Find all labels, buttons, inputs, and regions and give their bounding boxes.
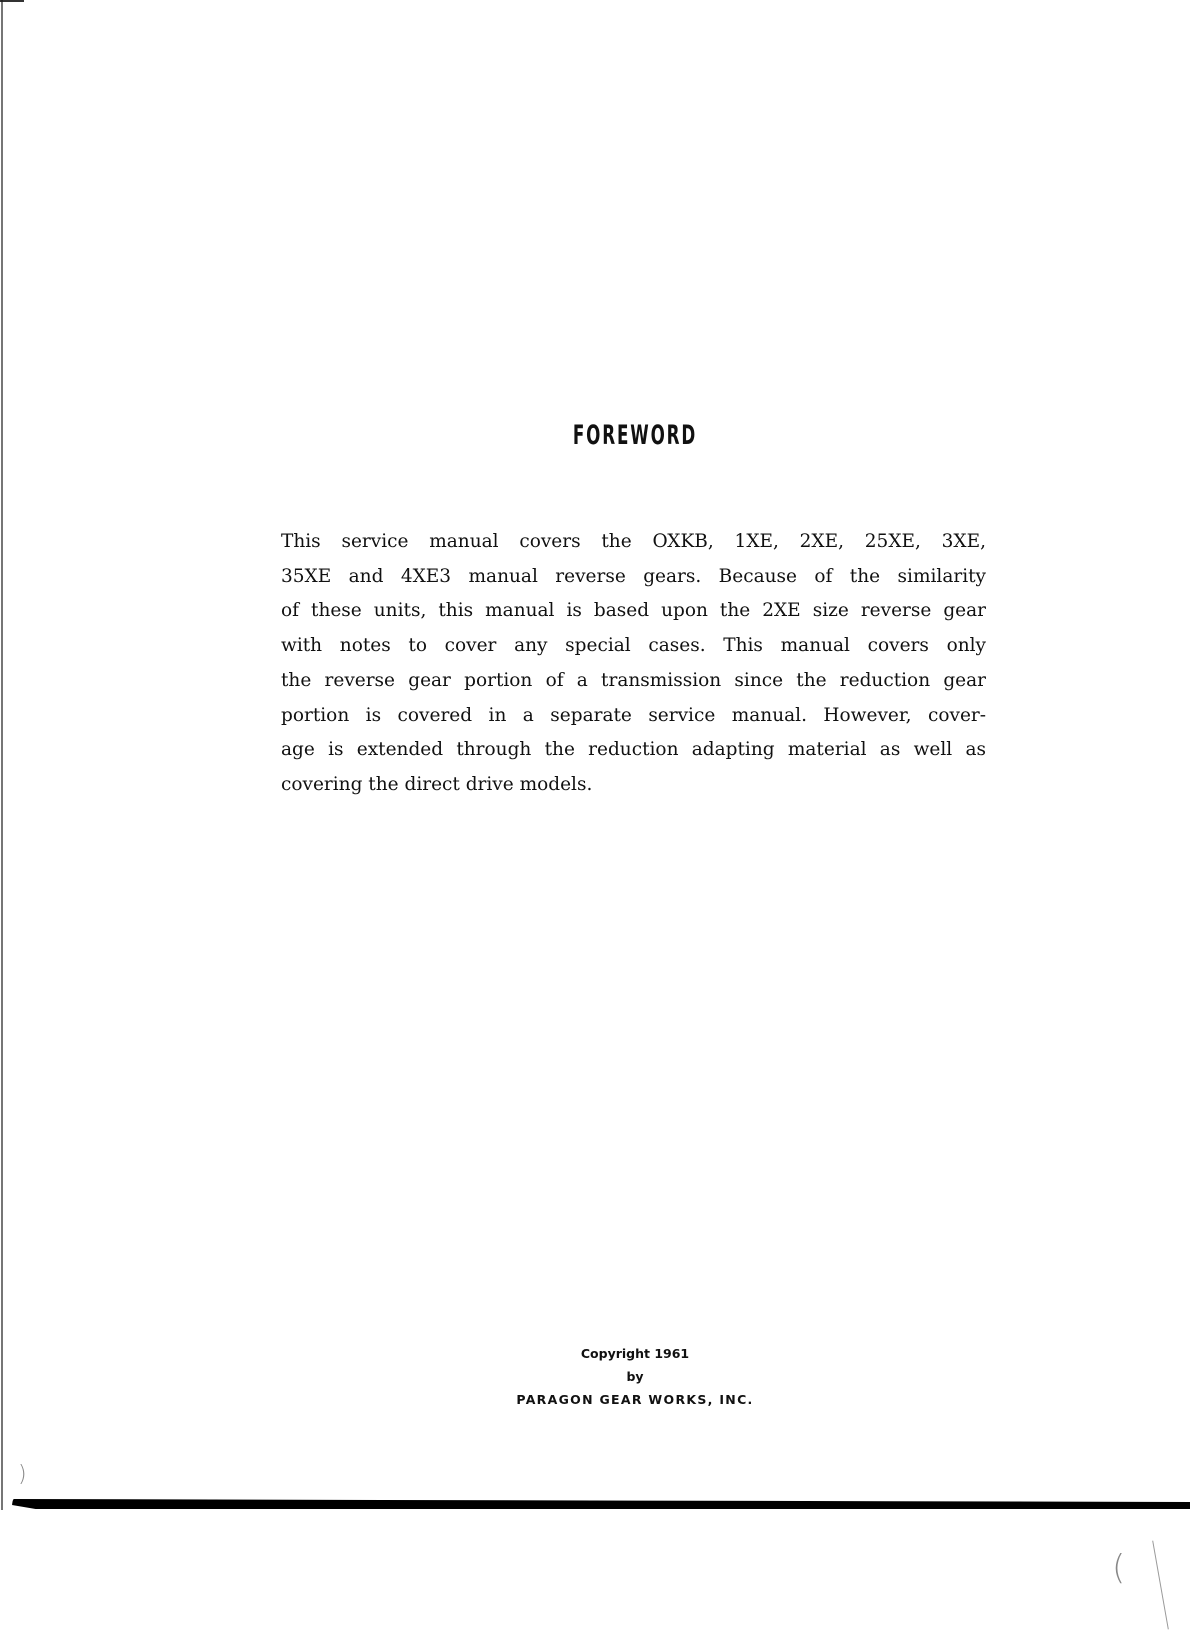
copyright-block (500, 1342, 770, 1411)
page-corner-mark (0, 0, 24, 2)
scan-artifact: ) (18, 1462, 27, 1487)
scan-artifact (1152, 1541, 1169, 1630)
page-title: FOREWORD (572, 420, 698, 451)
foreword-paragraph (281, 525, 986, 803)
paragraph-line: with notes to cover any special cases. This manual covers only (281, 635, 986, 657)
paragraph-line: of these units, this manual is based upon the 2XE size reverse gear (281, 600, 986, 622)
copyright-by: by (626, 1369, 644, 1384)
paragraph-line: age is extended through the reduction adapting material as well as (281, 739, 986, 761)
footer-rule (12, 1499, 1190, 1509)
page-edge-left (1, 0, 3, 1510)
paragraph-line: portion is covered in a separate service manual. However, cover- (281, 704, 986, 726)
paragraph-line: 35XE and 4XE3 manual reverse gears. Because of the similarity (281, 565, 986, 587)
paragraph-line: This service manual covers the OXKB, 1XE, 2XE, 25XE, 3XE, (281, 531, 986, 552)
copyright-line: Copyright 1961 (580, 1346, 690, 1361)
paragraph-line: the reverse gear portion of a transmission since the reduction gear (281, 669, 986, 691)
scan-artifact: ( (1112, 1548, 1126, 1588)
paragraph-line: covering the direct drive models. (281, 773, 593, 795)
publisher-name: PARAGON GEAR WORKS, INC. (516, 1392, 754, 1407)
